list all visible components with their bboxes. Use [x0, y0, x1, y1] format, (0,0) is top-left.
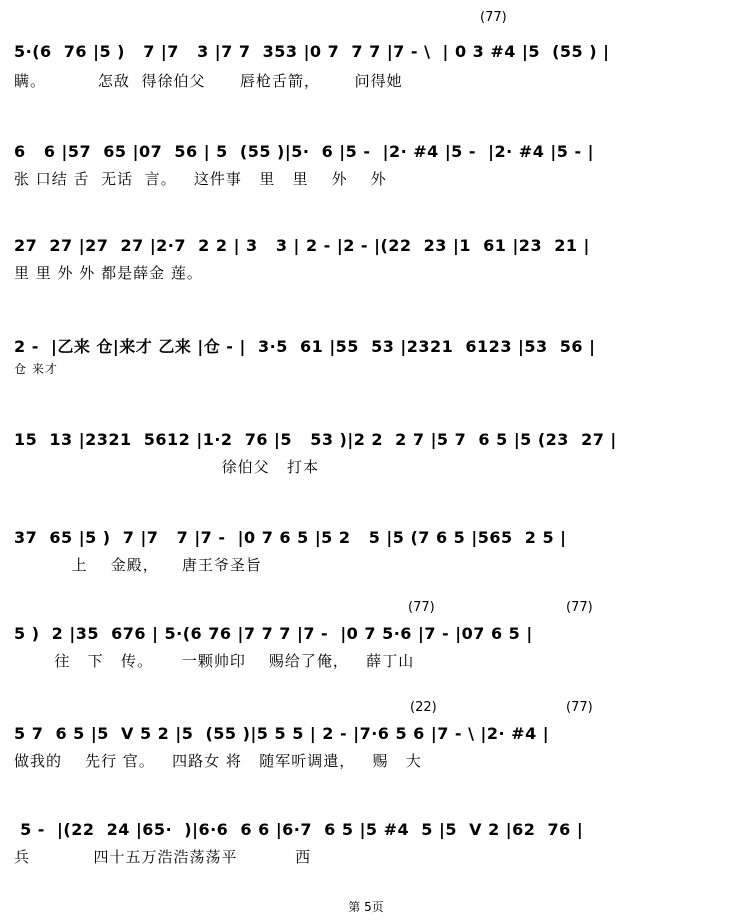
lyric-line: 里 里 外 外 都是薛金 莲。: [14, 264, 203, 282]
mark: (77): [480, 10, 507, 25]
mark: (77): [566, 700, 593, 715]
notation-line: 5 - |(22 24 |65· )|6·6 6 6 |6·7 6 5 |5 #4 5 |5 V 2 |62 76 |: [14, 820, 584, 839]
lyric-line: 做我的 先行 官。 四路女 将 随军听调遣， 赐 大: [14, 752, 422, 770]
page-number: 第 5页: [348, 900, 384, 914]
notation-line: 27 27 |27 27 |2·7 2 2 | 3 3 | 2 - |2 - |(22 23 |1 61 |23 21 |: [14, 236, 590, 255]
notation-line: 6 6 |57 65 |07 56 | 5 (55 )|5· 6 |5 - |2· #4 |5 - |2· #4 |5 - |: [14, 142, 594, 161]
notation-line: 15 13 |2321 5612 |1·2 76 |5 53 )|2 2 2 7 |5 7 6 5 |5 (23 27 |: [14, 430, 617, 449]
mark: (77): [566, 600, 593, 615]
notation-line: 5·(6 76 |5 ) 7 |7 3 |7 7 353 |0 7 7 7 |7 - \ | 0 3 #4 |5 (55 ) |: [14, 42, 610, 61]
notation-line: 5 7 6 5 |5 V 5 2 |5 (55 )|5 5 5 | 2 - |7·6 5 6 |7 - \ |2· #4 |: [14, 724, 550, 743]
lyric-line: 往 下 传。 一颗帅印 赐给了俺， 薛丁山: [14, 652, 415, 670]
notation-line: 2 - |乙来 仓|来才 乙来 |仓 - | 3·5 61 |55 53 |2321 6123 |53 56 |: [14, 337, 596, 356]
notation-line: 5 ) 2 |35 676 | 5·(6 76 |7 7 7 |7 - |0 7 5·6 |7 - |07 6 5 |: [14, 624, 533, 643]
lyric-line: 徐伯父 打本: [14, 458, 319, 476]
lyric-line: 张 口结 舌 无话 言。 这件事 里 里 外 外: [14, 170, 387, 188]
lyric-line: 上 金殿， 唐王爷圣旨: [14, 556, 262, 574]
lyric-line: 兵 四十五万浩浩荡荡平 西: [14, 848, 312, 866]
notation-line: 37 65 |5 ) 7 |7 7 |7 - |0 7 6 5 |5 2 5 |5 (7 6 5 |565 2 5 |: [14, 528, 567, 547]
mark: (77): [408, 600, 435, 615]
lyric-line: 瞒。 怎敌 得徐伯父 唇枪舌箭， 问得她: [14, 72, 403, 90]
lyric-line: 仓 来才: [14, 362, 58, 376]
mark: (22): [410, 700, 437, 715]
